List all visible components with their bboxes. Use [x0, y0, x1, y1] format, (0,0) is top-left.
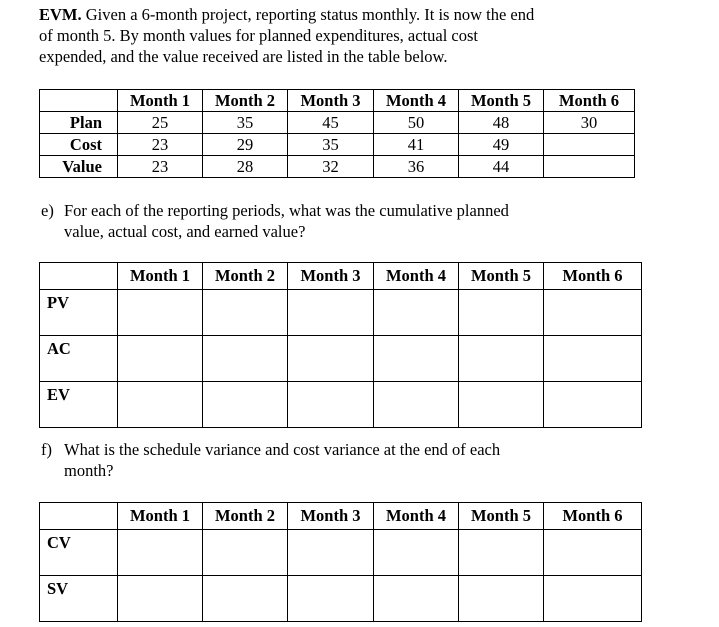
data-table-header-row: [40, 90, 635, 112]
intro-line-1-text: Given a 6-month project, reporting status monthly. It is now the end: [85, 5, 535, 24]
table-cell: [544, 156, 635, 178]
answer-cell[interactable]: [374, 336, 459, 382]
answer-row-sv: [40, 576, 642, 622]
answer-cell[interactable]: [203, 530, 288, 576]
question-f-line-1: [41, 439, 601, 460]
answer-row-pv: [40, 290, 642, 336]
question-e-label: e): [41, 201, 54, 220]
answer-row-cv: [40, 530, 642, 576]
answer-cell[interactable]: [203, 336, 288, 382]
answer-row-ev: [40, 382, 642, 428]
table-cell: 35: [288, 134, 374, 156]
data-table-corner-cell: [40, 90, 118, 112]
answer-table-header: Month 5: [459, 503, 544, 530]
answer-cell[interactable]: [374, 530, 459, 576]
data-table-row-plan: [40, 112, 635, 134]
answer-table-f: [39, 502, 642, 622]
answer-cell[interactable]: [544, 382, 642, 428]
answer-cell[interactable]: [374, 576, 459, 622]
answer-cell[interactable]: [118, 382, 203, 428]
answer-cell[interactable]: [544, 530, 642, 576]
table-cell: 41: [374, 134, 459, 156]
question-f: [41, 439, 601, 481]
data-table-header: Month 6: [544, 90, 635, 112]
question-e: [41, 200, 601, 242]
answer-cell[interactable]: [118, 576, 203, 622]
table-cell: 23: [118, 156, 203, 178]
table-cell: 45: [288, 112, 374, 134]
question-f-label: f): [41, 440, 52, 459]
table-cell: 23: [118, 134, 203, 156]
answer-table-header: Month 1: [118, 263, 203, 290]
answer-table-header: Month 2: [203, 263, 288, 290]
answer-cell[interactable]: [459, 336, 544, 382]
intro-line-1: [39, 4, 629, 25]
table-cell: 25: [118, 112, 203, 134]
answer-cell[interactable]: [288, 530, 374, 576]
answer-table-header: Month 2: [203, 503, 288, 530]
answer-table-header: Month 4: [374, 263, 459, 290]
row-label: CV: [40, 530, 118, 576]
answer-row-ac: [40, 336, 642, 382]
answer-cell[interactable]: [544, 336, 642, 382]
answer-cell[interactable]: [544, 290, 642, 336]
answer-cell[interactable]: [288, 290, 374, 336]
answer-cell[interactable]: [203, 576, 288, 622]
answer-cell[interactable]: [459, 382, 544, 428]
intro-paragraph: [39, 4, 629, 67]
question-e-line-1: [41, 200, 601, 221]
table-cell: 30: [544, 112, 635, 134]
answer-table-header: Month 4: [374, 503, 459, 530]
answer-cell[interactable]: [118, 530, 203, 576]
data-table-header: Month 2: [203, 90, 288, 112]
intro-line-2: of month 5. By month values for planned expenditures, actual cost: [39, 26, 478, 45]
answer-table-e-header-row: [40, 263, 642, 290]
table-cell: 48: [459, 112, 544, 134]
table-cell: 28: [203, 156, 288, 178]
data-table-row-cost: [40, 134, 635, 156]
answer-cell[interactable]: [118, 290, 203, 336]
data-table-header: Month 4: [374, 90, 459, 112]
table-cell: 36: [374, 156, 459, 178]
answer-table-corner-cell: [40, 503, 118, 530]
table-cell: [544, 134, 635, 156]
table-cell: 32: [288, 156, 374, 178]
row-label: Plan: [40, 112, 118, 134]
data-table-header: Month 5: [459, 90, 544, 112]
answer-cell[interactable]: [288, 576, 374, 622]
row-label: PV: [40, 290, 118, 336]
answer-cell[interactable]: [288, 336, 374, 382]
answer-table-header: Month 5: [459, 263, 544, 290]
table-cell: 35: [203, 112, 288, 134]
answer-cell[interactable]: [459, 530, 544, 576]
question-f-line-2: month?: [64, 461, 114, 480]
answer-cell[interactable]: [544, 576, 642, 622]
table-cell: 44: [459, 156, 544, 178]
answer-table-header: Month 6: [544, 503, 642, 530]
intro-bold-lead: EVM.: [39, 5, 82, 24]
question-e-line-2: value, actual cost, and earned value?: [64, 222, 306, 241]
data-table-row-value: [40, 156, 635, 178]
row-label: AC: [40, 336, 118, 382]
intro-line-3: expended, and the value received are listed in the table below.: [39, 47, 448, 66]
answer-cell[interactable]: [374, 290, 459, 336]
answer-table-header: Month 3: [288, 503, 374, 530]
answer-table-corner-cell: [40, 263, 118, 290]
question-f-text: What is the schedule variance and cost variance at the end of each: [64, 440, 501, 459]
data-table: [39, 89, 635, 178]
data-table-header: Month 1: [118, 90, 203, 112]
answer-cell[interactable]: [203, 382, 288, 428]
answer-cell[interactable]: [203, 290, 288, 336]
row-label: Cost: [40, 134, 118, 156]
answer-table-f-header-row: [40, 503, 642, 530]
answer-cell[interactable]: [459, 576, 544, 622]
answer-cell[interactable]: [374, 382, 459, 428]
row-label: Value: [40, 156, 118, 178]
table-cell: 29: [203, 134, 288, 156]
answer-cell[interactable]: [459, 290, 544, 336]
row-label: EV: [40, 382, 118, 428]
table-cell: 50: [374, 112, 459, 134]
answer-table-header: Month 3: [288, 263, 374, 290]
answer-table-header: Month 6: [544, 263, 642, 290]
data-table-header: Month 3: [288, 90, 374, 112]
table-cell: 49: [459, 134, 544, 156]
question-e-text: For each of the reporting periods, what was the cumulative planned: [64, 201, 509, 220]
answer-table-e: [39, 262, 642, 428]
answer-cell[interactable]: [288, 382, 374, 428]
row-label: SV: [40, 576, 118, 622]
answer-cell[interactable]: [118, 336, 203, 382]
answer-table-header: Month 1: [118, 503, 203, 530]
